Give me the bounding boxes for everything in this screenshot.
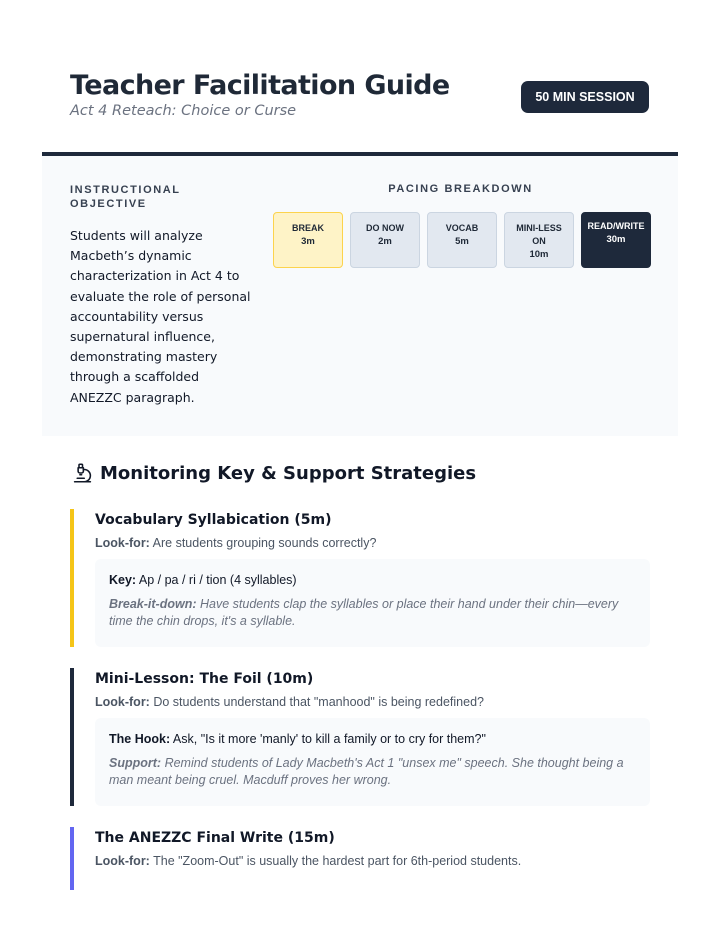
card-accent-bar xyxy=(70,668,74,806)
pacing-block-do-now xyxy=(350,212,420,268)
pacing-block-time: 30m xyxy=(606,234,626,245)
card-title: The ANEZZC Final Write (15m) xyxy=(95,830,335,846)
card-note: Break-it-down: Have students clap the syllables or place their hand under their chin—every time the chin drops, it's a syllable. xyxy=(109,597,619,628)
pacing-block-name: BREAK xyxy=(291,223,324,233)
card-title: Mini-Lesson: The Foil (10m) xyxy=(95,671,314,687)
strategy-card-final-write xyxy=(70,827,650,890)
card-title: Vocabulary Syllabication (5m) xyxy=(95,512,332,528)
page-title: Teacher Facilitation Guide xyxy=(70,70,450,101)
card-look-for: Look-for: Are students grouping sounds correctly? xyxy=(95,536,377,550)
pacing-blocks xyxy=(273,212,651,268)
card-accent-bar xyxy=(70,827,74,890)
session-badge: 50 MIN SESSION xyxy=(521,81,649,113)
card-hook: The Hook: Ask, "Is it more 'manly' to kill a family or to cry for them?" xyxy=(109,732,486,746)
page-subtitle: Act 4 Reteach: Choice or Curse xyxy=(70,103,297,119)
pacing-block-time: 5m xyxy=(455,236,469,247)
monitoring-title: Monitoring Key & Support Strategies xyxy=(100,462,477,484)
pacing-block-name: DO NOW xyxy=(366,223,404,233)
microscope-icon xyxy=(72,462,93,484)
card-key: Key: Ap / pa / ri / tion (4 syllables) xyxy=(109,573,297,587)
card-detail-box xyxy=(95,559,650,647)
pacing-block-name: READ/WRITE xyxy=(587,221,645,231)
card-look-for: Look-for: The "Zoom-Out" is usually the hardest part for 6th-period students. xyxy=(95,854,522,868)
pacing-block-read-write xyxy=(581,212,651,268)
card-note: Support: Remind students of Lady Macbeth's Act 1 "unsex me" speech. She thought being a man meant being cruel. Macduff proves her wrong. xyxy=(109,756,624,787)
objective-text: Students will analyze Macbeth’s dynamic characterization in Act 4 to evaluate the role of personal accountability versus supernatural influence, demonstrating mastery through a scaffolded ANEZZC paragraph. xyxy=(70,228,251,405)
card-accent-bar xyxy=(70,509,74,647)
strategy-card-vocabulary xyxy=(70,509,650,647)
monitoring-heading xyxy=(72,462,476,484)
objective-label: INSTRUCTIONAL OBJECTIVE xyxy=(70,184,181,210)
card-look-for: Look-for: Do students understand that "manhood" is being redefined? xyxy=(95,695,484,709)
pacing-block-name: VOCAB xyxy=(445,223,479,233)
strategy-card-mini-lesson xyxy=(70,668,650,806)
pacing-block-time: 2m xyxy=(378,236,392,247)
pacing-block-time: 3m xyxy=(301,236,315,247)
objective-panel xyxy=(42,156,678,436)
pacing-block-mini-lesson xyxy=(504,212,574,268)
pacing-block-time: 10m xyxy=(529,249,549,260)
pacing-block-vocab xyxy=(427,212,497,268)
pacing-block-name: MINI-LESSON xyxy=(516,223,562,246)
card-detail-box xyxy=(95,718,650,806)
pacing-label: PACING BREAKDOWN xyxy=(388,183,533,195)
pacing-block-break xyxy=(273,212,343,268)
